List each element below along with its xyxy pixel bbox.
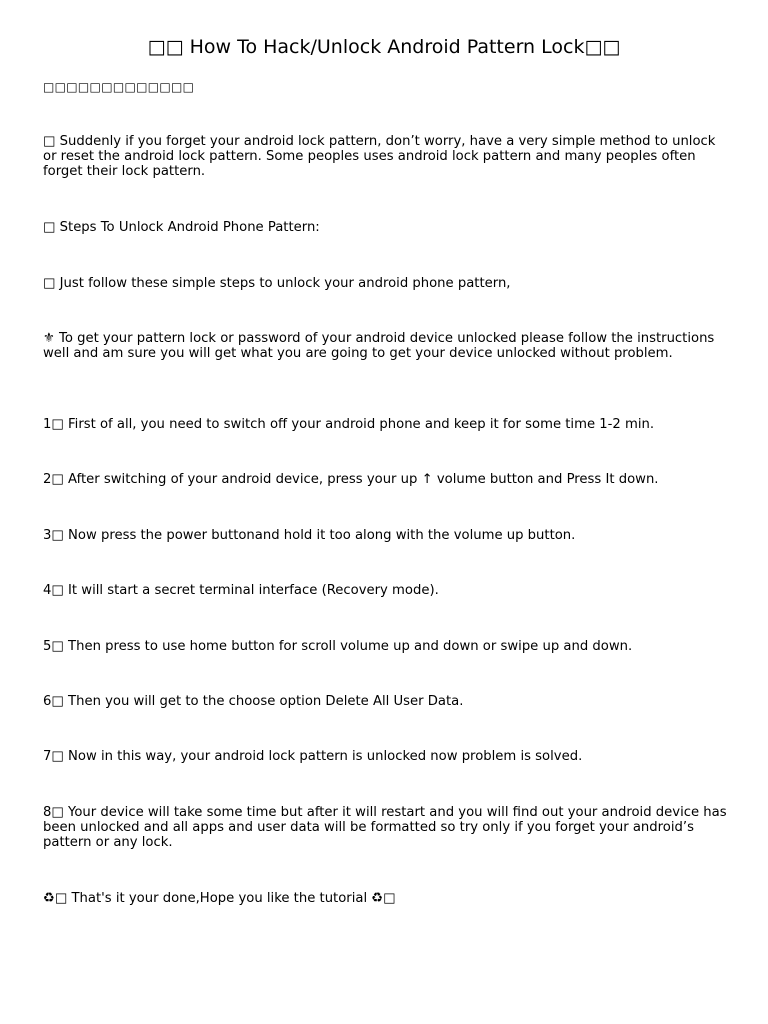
step-6: 6□ Then you will get to the choose option Delete All User Data. <box>43 694 464 709</box>
step-4: 4□ It will start a secret terminal interface (Recovery mode). <box>43 583 439 598</box>
instructions-paragraph: ⚜ To get your pattern lock or password of your android device unlocked please follow the instructions well and am sure you will get what you are going to get your device unlocked without problem. <box>43 331 715 362</box>
emoji-glyph-row: □□□□□□□□□□□□□ <box>43 80 195 94</box>
step-1: 1□ First of all, you need to switch off your android phone and keep it for some time 1-2 min. <box>43 417 655 432</box>
step-8: 8□ Your device will take some time but after it will restart and you will find out your android device has been unlocked and all apps and user data will be formatted so try only if you forget your android’s pattern or any lock. <box>43 805 727 851</box>
follow-steps-paragraph: □ Just follow these simple steps to unlock your android phone pattern, <box>43 276 511 291</box>
closing-line: ♻□ That's it your done,Hope you like the tutorial ♻□ <box>43 891 396 906</box>
step-5: 5□ Then press to use home button for scroll volume up and down or swipe up and down. <box>43 639 633 654</box>
step-3: 3□ Now press the power buttonand hold it too along with the volume up button. <box>43 528 576 543</box>
document-title: □□ How To Hack/Unlock Android Pattern Lock□□ <box>147 36 621 58</box>
step-7: 7□ Now in this way, your android lock pattern is unlocked now problem is solved. <box>43 749 583 764</box>
step-2: 2□ After switching of your android device, press your up ↑ volume button and Press It down. <box>43 472 659 487</box>
intro-paragraph: □ Suddenly if you forget your android lock pattern, don’t worry, have a very simple method to unlock or reset the android lock pattern. Some peoples uses android lock pattern and many peoples often forget their lock pattern. <box>43 134 716 180</box>
steps-heading: □ Steps To Unlock Android Phone Pattern: <box>43 220 320 235</box>
